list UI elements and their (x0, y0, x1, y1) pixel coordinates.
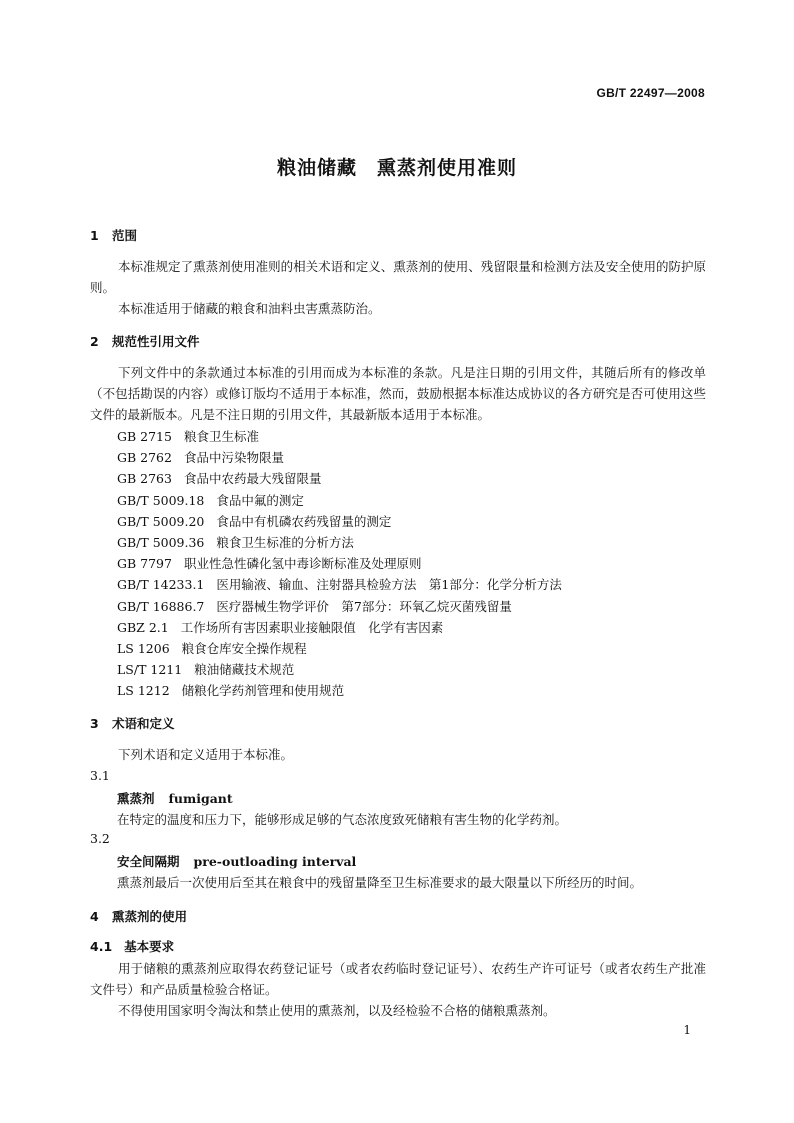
section-3-intro: 下列术语和定义适用于本标准。 (118, 747, 294, 762)
term-number: 3.1 (90, 768, 110, 783)
reference-item: GB 2762 食品中污染物限量 (117, 450, 284, 466)
term-heading: 安全间隔期 pre-outloading interval (117, 854, 357, 869)
term-heading: 熏蒸剂 fumigant (117, 791, 233, 806)
reference-item: GB 7797 职业性急性磷化氢中毒诊断标准及处理原则 (117, 556, 422, 572)
section-1-para-2: 本标准适用于储藏的粮食和油料虫害熏蒸防治。 (118, 301, 381, 316)
subsection-4-1-para-1: 用于储粮的熏蒸剂应取得农药登记证号（或者农药临时登记证号）、农药生产许可证号（或者农药生产批准文件号）和产品质量检验合格证。 (90, 961, 706, 997)
subsection-4-1-heading: 4.1 基本要求 (90, 939, 175, 954)
reference-item: GB 2763 食品中农药最大残留限量 (117, 471, 322, 487)
section-1-heading: 1 范围 (90, 228, 138, 243)
document-title: 粮油储藏 熏蒸剂使用准则 (276, 157, 517, 179)
reference-item: GB/T 16886.7 医疗器械生物学评价 第7部分：环氧乙烷灭菌残留量 (117, 598, 512, 614)
section-2-intro: 下列文件中的条款通过本标准的引用而成为本标准的条款。凡是注日期的引用文件，其随后所有的修改单（不包括勘误的内容）或修订版均不适用于本标准，然而，鼓励根据本标准达成协议的各方研究是否可使用这些文件的最新版本。凡是不注日期的引用文件，其最新版本适用于本标准。 (90, 365, 706, 422)
standard-code: GB/T 22497—2008 (596, 86, 705, 100)
reference-item: GB/T 5009.20 食品中有机磷农药残留量的测定 (117, 513, 392, 529)
page-number: 1 (683, 1023, 691, 1037)
reference-item: LS/T 1211 粮油储藏技术规范 (117, 662, 295, 678)
section-4-heading: 4 熏蒸剂的使用 (90, 909, 188, 924)
reference-item: GBZ 2.1 工作场所有害因素职业接触限值 化学有害因素 (117, 619, 444, 635)
term-definition: 熏蒸剂最后一次使用后至其在粮食中的残留量降至卫生标准要求的最大限量以下所经历的时间。 (117, 875, 643, 890)
normative-reference-list (117, 426, 562, 701)
reference-item: GB/T 14233.1 医用输液、输血、注射器具检验方法 第1部分：化学分析方法 (117, 577, 562, 593)
reference-item: LS 1206 粮食仓库安全操作规程 (117, 640, 307, 656)
reference-item: GB/T 5009.36 粮食卫生标准的分析方法 (117, 534, 354, 550)
reference-item: GB 2715 粮食卫生标准 (117, 429, 259, 444)
section-3-heading: 3 术语和定义 (90, 716, 175, 731)
subsection-4-1-para-2: 不得使用国家明令淘汰和禁止使用的熏蒸剂，以及经检验不合格的储粮熏蒸剂。 (118, 1003, 556, 1018)
section-2-heading: 2 规范性引用文件 (90, 334, 200, 349)
reference-item: GB/T 5009.18 食品中氟的测定 (117, 492, 304, 508)
term-definition: 在特定的温度和压力下，能够形成足够的气态浓度致死储粮有害生物的化学药剂。 (117, 812, 568, 827)
term-number: 3.2 (90, 831, 110, 846)
section-1-para-1: 本标准规定了熏蒸剂使用准则的相关术语和定义、熏蒸剂的使用、残留限量和检测方法及安全使用的防护原则。 (90, 259, 706, 295)
reference-item: LS 1212 储粮化学药剂管理和使用规范 (117, 683, 345, 699)
